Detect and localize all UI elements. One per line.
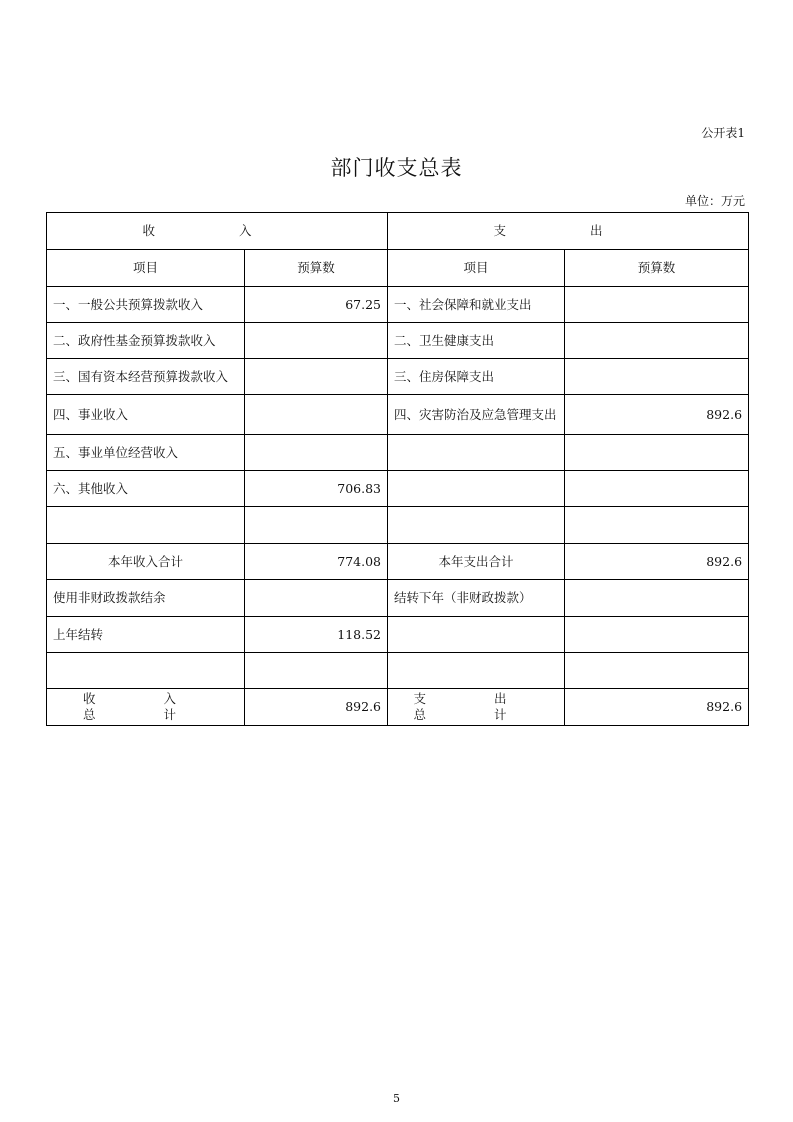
- budget-summary-table: [46, 212, 749, 726]
- expense-item: [388, 617, 565, 653]
- table-row: [47, 287, 749, 323]
- column-header-row: [47, 250, 749, 287]
- expense-subtotal-label: 本年支出合计: [388, 544, 565, 580]
- income-subtotal-label: 本年收入合计: [47, 544, 245, 580]
- table-row: [47, 507, 749, 544]
- total-row: [47, 689, 749, 726]
- expense-item: 四、灾害防治及应急管理支出: [388, 395, 565, 435]
- section-income: 收 入: [47, 213, 388, 250]
- income-subtotal-value: 774.08: [245, 544, 388, 580]
- section-header-row: [47, 213, 749, 250]
- income-value: [245, 580, 388, 617]
- expense-item: [388, 435, 565, 471]
- income-item: [47, 653, 245, 689]
- income-total-value: 892.6: [245, 689, 388, 726]
- expense-subtotal-value: 892.6: [565, 544, 749, 580]
- expense-item: [388, 653, 565, 689]
- income-value: [245, 435, 388, 471]
- income-item: 三、国有资本经营预算拨款收入: [47, 359, 245, 395]
- col-expense-budget: 预算数: [565, 250, 749, 287]
- income-value: 67.25: [245, 287, 388, 323]
- income-item: 上年结转: [47, 617, 245, 653]
- table-number: 公开表1: [701, 126, 745, 140]
- expense-item: [388, 471, 565, 507]
- col-income-budget: 预算数: [245, 250, 388, 287]
- expense-item: 一、社会保障和就业支出: [388, 287, 565, 323]
- unit-label: 单位：万元: [684, 194, 745, 208]
- expense-value: [565, 435, 749, 471]
- table-row: [47, 580, 749, 617]
- income-value: [245, 395, 388, 435]
- table-row: [47, 323, 749, 359]
- income-value: [245, 359, 388, 395]
- expense-value: [565, 617, 749, 653]
- expense-value: [565, 359, 749, 395]
- income-value: [245, 653, 388, 689]
- expense-item: 结转下年（非财政拨款）: [388, 580, 565, 617]
- income-value: 706.83: [245, 471, 388, 507]
- income-item: 一、一般公共预算拨款收入: [47, 287, 245, 323]
- income-value: 118.52: [245, 617, 388, 653]
- income-value: [245, 323, 388, 359]
- income-item: 四、事业收入: [47, 395, 245, 435]
- expense-item: [388, 507, 565, 544]
- income-item: 使用非财政拨款结余: [47, 580, 245, 617]
- expense-item: 三、住房保障支出: [388, 359, 565, 395]
- expense-total-label: 支 出 总 计: [388, 689, 565, 726]
- col-income-item: 项目: [47, 250, 245, 287]
- table-row: [47, 435, 749, 471]
- expense-value: [565, 580, 749, 617]
- income-total-label: 收 入 总 计: [47, 689, 245, 726]
- table-row: [47, 359, 749, 395]
- page-title: 部门收支总表: [330, 156, 463, 180]
- income-item: 六、其他收入: [47, 471, 245, 507]
- expense-item: 二、卫生健康支出: [388, 323, 565, 359]
- income-item: [47, 507, 245, 544]
- table-row: [47, 395, 749, 435]
- expense-value: [565, 323, 749, 359]
- income-item: 二、政府性基金预算拨款收入: [47, 323, 245, 359]
- page-number: 5: [393, 1092, 400, 1105]
- subtotal-row: [47, 544, 749, 580]
- expense-total-value: 892.6: [565, 689, 749, 726]
- section-expense: 支 出: [388, 213, 749, 250]
- expense-value: 892.6: [565, 395, 749, 435]
- expense-value: [565, 471, 749, 507]
- table-row: [47, 653, 749, 689]
- table-row: [47, 617, 749, 653]
- income-item: 五、事业单位经营收入: [47, 435, 245, 471]
- expense-value: [565, 287, 749, 323]
- expense-value: [565, 653, 749, 689]
- table-row: [47, 471, 749, 507]
- expense-value: [565, 507, 749, 544]
- col-expense-item: 项目: [388, 250, 565, 287]
- income-value: [245, 507, 388, 544]
